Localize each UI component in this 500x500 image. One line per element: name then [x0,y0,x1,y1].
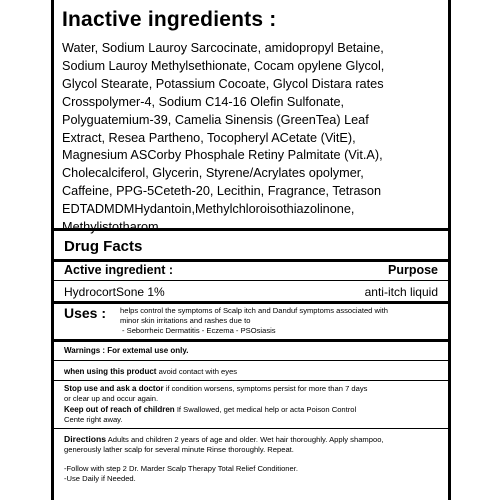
active-ingredient-label: Active ingredient : [64,263,174,277]
directions-text-2: generously lather scalp for several minute Rinse thoroughly. Repeat. [64,445,294,455]
ingredient-line: Glycol Stearate, Potassium Cocoate, Glycol Distara rates [62,76,384,91]
when-using-row [64,367,237,377]
followup-line: -Use Daily if Needed. [64,474,136,484]
uses-line: helps control the symptoms of Scalp itch and Danduf symptoms associated with [120,306,389,315]
label-panel [51,0,451,500]
inactive-ingredients-title: Inactive ingredients : [62,8,277,31]
ingredient-line: Extract, Resea Partheno, Tocopheryl ACetate (VitE), [62,130,356,145]
warnings-text [64,346,188,356]
followup-line: -Follow with step 2 Dr. Marder Scalp Therapy Total Relief Conditioner. [64,464,298,473]
divider [54,360,448,361]
active-ingredient-value: HydrocortSone 1% [64,285,165,299]
divider [54,301,448,304]
keep-out-label: Keep out of reach of children [64,405,175,414]
purpose-label: Purpose [387,263,438,277]
drug-facts-title: Drug Facts [64,238,143,255]
ingredient-line: Caffeine, PPG-5Ceteth-20, Lecithin, Fragrance, Tetrason [62,184,382,199]
keep-out-row [64,405,356,425]
ingredient-line: Magnesium ASCorby Phosphale Retiny Palmitate (Vit.A), [62,148,383,163]
uses-text [120,306,388,337]
stop-use-label: Stop use and ask a doctor [64,384,164,393]
divider [54,259,448,262]
when-using-text: avoid contact with eyes [158,367,238,376]
divider [54,339,448,342]
directions-label: Directions [64,434,107,444]
divider [54,380,448,381]
ingredient-line: Polyguatemium-39, Camelia Sinensis (GreenTea) Leaf [62,112,369,127]
keep-out-text-2: Cente right away. [64,415,123,425]
inactive-ingredients-section [54,0,448,235]
ingredient-line: EDTADMDMHydantoin,Methylchloroisothiazolinone, [62,202,355,217]
divider [54,280,448,281]
inactive-ingredients-list [62,40,452,237]
when-using-label: when using this product [64,367,157,376]
keep-out-text: If Swallowed, get medical help or acta Poison Control [176,405,357,414]
uses-line: - Seborrheic Dermatitis - Eczema - PSOsiasis [122,326,276,336]
followup-row [64,464,298,484]
uses-label: Uses : [64,305,107,321]
ingredient-line: Methylistotharom. [62,220,163,235]
ingredient-line: Water, Sodium Lauroy Sarcocinate, amidopropyl Betaine, [62,41,384,55]
stop-use-text: if condition worsens, symptoms persist for more than 7 days [165,384,368,393]
ingredient-line: Crosspolymer-4, Sodium C14-16 Olefin Sulfonate, [62,94,345,109]
ingredient-line: Sodium Lauroy Methylsethionate, Cocam opylene Glycol, [62,58,385,73]
warnings-label: Warnings : For extemal use only. [64,346,189,355]
directions-row [64,434,384,455]
stop-use-row [64,384,367,404]
directions-text: Adults and children 2 years of age and older. Wet hair thoroughly. Apply shampoo, [107,435,384,444]
stop-use-text-2: or clear up and occur again. [64,394,159,404]
ingredient-line: Cholecalciferol, Glycerin, Styrene/Acrylates opolymer, [62,166,364,181]
divider [54,428,448,429]
uses-line: minor skin irritations and rashes due to [120,316,251,326]
purpose-value: anti-itch liquid [364,285,438,299]
